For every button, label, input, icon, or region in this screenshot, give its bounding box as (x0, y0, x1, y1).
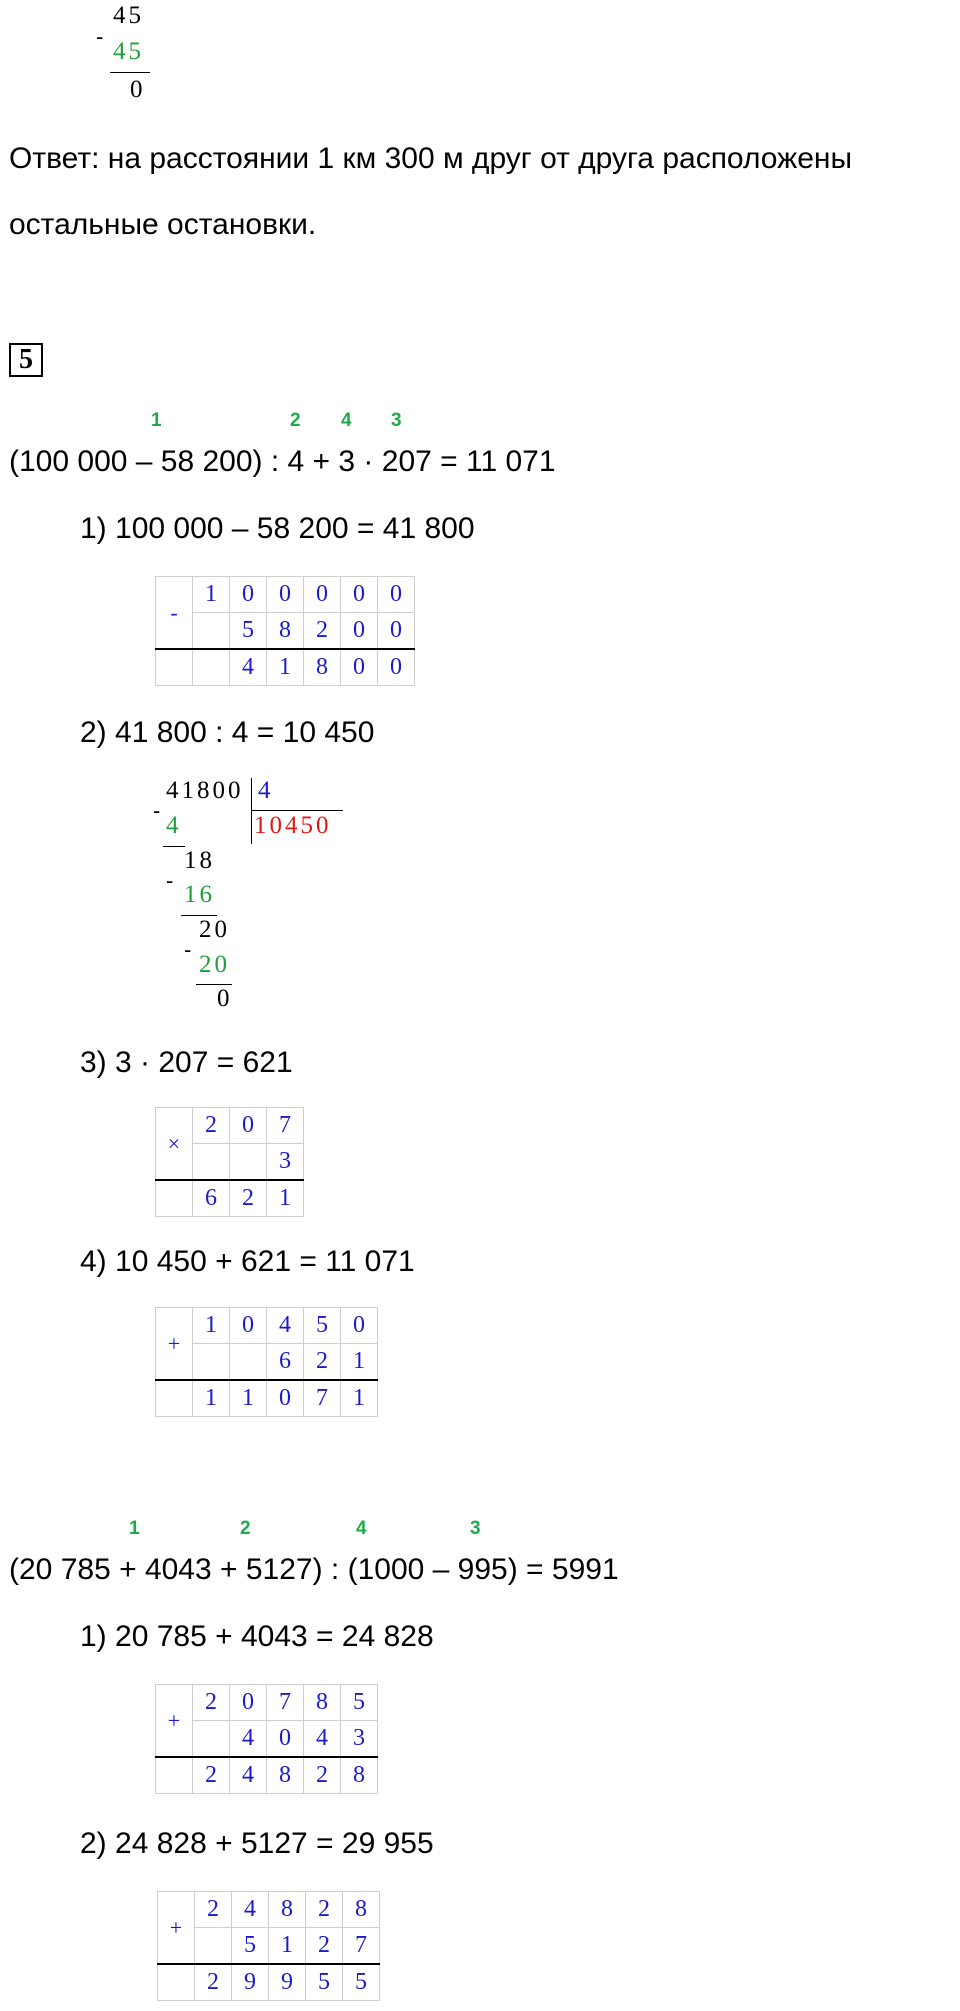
grid-cell: 0 (267, 577, 304, 613)
order-number-2: 2 (290, 410, 301, 431)
grid-operator: + (156, 1308, 193, 1381)
grid-cell: 3 (341, 1721, 378, 1758)
grid-cell (156, 1380, 193, 1417)
ld-minus-3: - (184, 937, 192, 962)
order-number-4: 3 (391, 410, 402, 431)
grid-cell: 2 (195, 1892, 232, 1928)
ld-sub-1: 4 (166, 812, 182, 839)
grid-cell (193, 1344, 230, 1381)
grid-cell: 5 (343, 1964, 380, 2001)
grid-cell: 8 (304, 649, 341, 686)
grid-cell: 2 (193, 1108, 230, 1144)
grid-cell: 0 (230, 1308, 267, 1344)
grid-cell: 8 (304, 1685, 341, 1721)
order-number-3: 4 (341, 410, 352, 431)
grid-cell: 7 (343, 1928, 380, 1965)
grid-cell: 8 (267, 1757, 304, 1794)
grid-cell: 2 (304, 1757, 341, 1794)
grid-cell (156, 1757, 193, 1794)
grid-cell (193, 1721, 230, 1758)
ld-divisor-line (251, 810, 343, 811)
grid-cell: 1 (269, 1928, 306, 1965)
step-1-label: 1) 100 000 – 58 200 = 41 800 (80, 512, 475, 545)
grid-cell: 4 (230, 1757, 267, 1794)
top-div-dividend: 45 (113, 2, 144, 29)
answer-line-1: Ответ: на расстоянии 1 км 300 м друг от друга расположены (9, 142, 853, 175)
task-number-box: 5 (9, 343, 43, 377)
ld-dividend: 41800 (166, 777, 244, 804)
grid-cell: 2 (306, 1892, 343, 1928)
grid-cell: 1 (230, 1380, 267, 1417)
step-1b-column-addition (155, 1684, 378, 1794)
top-div-subtrahend: 45 (113, 38, 144, 65)
grid-cell: 2 (304, 1344, 341, 1381)
grid-cell: 7 (304, 1380, 341, 1417)
grid-cell (230, 1144, 267, 1181)
expression-1: (100 000 – 58 200) : 4 + 3 · 207 = 11 071 (9, 445, 556, 478)
grid-cell: 7 (267, 1108, 304, 1144)
grid-cell: 1 (193, 577, 230, 613)
step-2b-column-addition (157, 1891, 380, 2001)
grid-cell: 0 (230, 1685, 267, 1721)
grid-cell (195, 1928, 232, 1965)
grid-cell (158, 1964, 195, 2001)
grid-cell: 0 (378, 577, 415, 613)
ld-line-1 (163, 846, 185, 847)
grid-cell: 5 (304, 1308, 341, 1344)
grid-cell: 5 (232, 1928, 269, 1965)
grid-cell: 2 (193, 1685, 230, 1721)
grid-cell: 8 (343, 1892, 380, 1928)
grid-cell: 0 (267, 1721, 304, 1758)
grid-cell (193, 613, 230, 650)
grid-cell: 0 (267, 1380, 304, 1417)
order-number-4: 3 (470, 1518, 481, 1539)
grid-cell: 2 (306, 1928, 343, 1965)
answer-line-2: остальные остановки. (9, 208, 317, 241)
grid-cell: 0 (304, 577, 341, 613)
grid-cell: 0 (230, 1108, 267, 1144)
grid-cell: 2 (193, 1757, 230, 1794)
order-number-3: 4 (356, 1518, 367, 1539)
grid-cell: 8 (269, 1892, 306, 1928)
ld-minus-1: - (153, 798, 161, 823)
grid-cell (193, 1144, 230, 1181)
grid-cell: 0 (341, 613, 378, 650)
grid-operator: + (156, 1685, 193, 1758)
grid-cell: 9 (232, 1964, 269, 2001)
order-number-1: 1 (151, 410, 162, 431)
grid-cell: 8 (267, 613, 304, 650)
grid-cell: 4 (304, 1721, 341, 1758)
ld-minus-2: - (166, 868, 174, 893)
grid-cell: 6 (193, 1180, 230, 1217)
ld-rem-1: 18 (184, 847, 215, 874)
ld-sub-3: 20 (199, 951, 230, 978)
grid-cell (156, 649, 193, 686)
ld-divisor: 4 (258, 777, 274, 804)
grid-cell: 1 (267, 1180, 304, 1217)
grid-cell: 5 (341, 1685, 378, 1721)
grid-cell: 0 (341, 649, 378, 686)
grid-cell (156, 1180, 193, 1217)
top-div-minus: - (96, 24, 104, 49)
grid-cell: 0 (378, 613, 415, 650)
grid-operator: - (156, 577, 193, 650)
grid-operator: + (158, 1892, 195, 1965)
expression-2: (20 785 + 4043 + 5127) : (1000 – 995) = 5991 (9, 1553, 619, 1586)
step-1-column-subtraction (155, 576, 415, 686)
grid-cell: 2 (195, 1964, 232, 2001)
grid-cell: 0 (378, 649, 415, 686)
order-number-2: 2 (240, 1518, 251, 1539)
order-number-1: 1 (129, 1518, 140, 1539)
grid-cell: 1 (193, 1380, 230, 1417)
grid-cell: 7 (267, 1685, 304, 1721)
grid-operator: × (156, 1108, 193, 1181)
top-div-line (110, 72, 150, 73)
grid-cell: 0 (230, 577, 267, 613)
grid-cell: 1 (267, 649, 304, 686)
grid-cell: 5 (230, 613, 267, 650)
grid-cell: 1 (341, 1380, 378, 1417)
step-4-column-addition (155, 1307, 378, 1417)
grid-cell: 4 (267, 1308, 304, 1344)
grid-cell: 4 (230, 649, 267, 686)
step-3-label: 3) 3 · 207 = 621 (80, 1046, 293, 1079)
step-1b-label: 1) 20 785 + 4043 = 24 828 (80, 1620, 434, 1653)
grid-cell (230, 1344, 267, 1381)
step-2-label: 2) 41 800 : 4 = 10 450 (80, 716, 375, 749)
grid-cell: 0 (341, 577, 378, 613)
ld-quotient: 10450 (254, 812, 332, 839)
ld-vertical-bar (251, 778, 252, 844)
grid-cell: 9 (269, 1964, 306, 2001)
grid-cell: 1 (341, 1344, 378, 1381)
grid-cell: 5 (306, 1964, 343, 2001)
grid-cell (193, 649, 230, 686)
step-2b-label: 2) 24 828 + 5127 = 29 955 (80, 1827, 434, 1860)
step-4-label: 4) 10 450 + 621 = 11 071 (80, 1245, 415, 1278)
ld-final: 0 (217, 985, 233, 1012)
grid-cell: 6 (267, 1344, 304, 1381)
top-div-remainder: 0 (130, 76, 146, 103)
grid-cell: 4 (232, 1892, 269, 1928)
grid-cell: 3 (267, 1144, 304, 1181)
grid-cell: 8 (341, 1757, 378, 1794)
ld-rem-2: 20 (199, 916, 230, 943)
step-3-column-multiplication (155, 1107, 304, 1217)
grid-cell: 2 (230, 1180, 267, 1217)
grid-cell: 4 (230, 1721, 267, 1758)
grid-cell: 2 (304, 613, 341, 650)
grid-cell: 1 (193, 1308, 230, 1344)
grid-cell: 0 (341, 1308, 378, 1344)
ld-sub-2: 16 (184, 881, 215, 908)
